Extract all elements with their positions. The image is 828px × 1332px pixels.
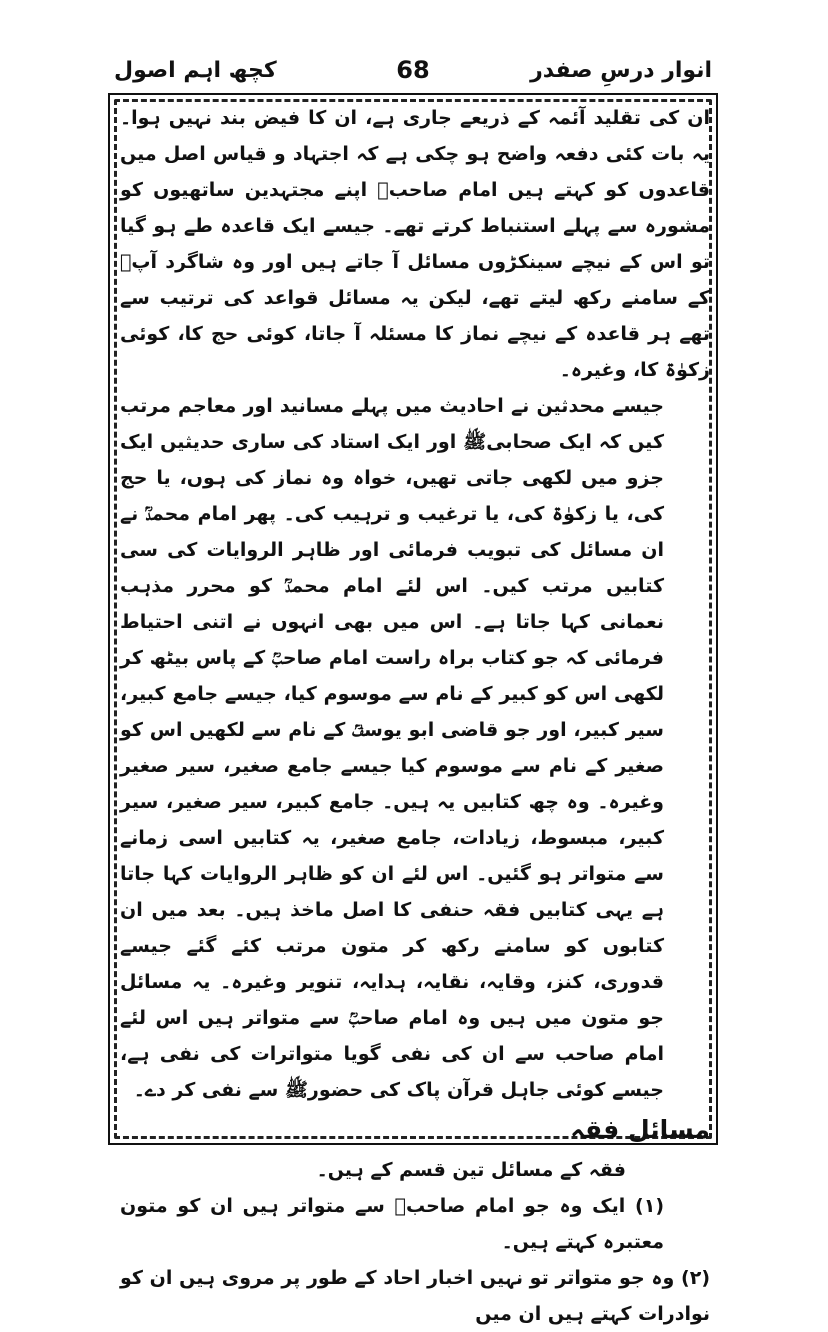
section-intro: فقہ کے مسائل تین قسم کے ہیں۔ xyxy=(316,1159,626,1181)
book-title: انوار درسِ صفدر xyxy=(530,58,712,83)
running-header xyxy=(108,56,718,90)
paragraph-2: جیسے محدثین نے احادیث میں پہلے مسانید اور معاجم مرتب کیں کہ ایک صحابیﷺ اور ایک استاد کی ساری حدیثیں ایک جزو میں لکھی جاتی تھیں، خواہ وہ نماز کی ہوں، یا حج کی، یا زکوٰۃ کی، یا ترغیب و ترہیب کی۔ پھر امام محمدؒ نے ان مسائل کی تبویب فرمائی اور ظاہر الروایات کی سی کتابیں مرتب کیں۔ اس لئے امام محمدؒ کو محرر مذہب نعمانی کہا جاتا ہے۔ اس میں بھی انہوں نے اتنی احتیاط فرمائی کہ جو کتاب براہ راست امام صاحبؒ کے پاس بیٹھ کر لکھی اس کو کبیر کے نام سے موسوم کیا، جیسے جامع کبیر، سیر کبیر، اور جو قاضی ابو یوسفؒ کے نام سے لکھیں اس کو صغیر کے نام سے موسوم کیا جیسے جامع صغیر، سیر صغیر وغیرہ۔ وہ چھ کتابیں یہ ہیں۔ جامع کبیر، سیر صغیر، سیر کبیر، مبسوط، زیادات، جامع صغیر، یہ کتابیں اسی زمانے سے متواتر ہو گئیں۔ اس لئے ان کو ظاہر الروایات کہا جاتا ہے یہی کتابیں فقہ حنفی کا اصل ماخذ ہیں۔ بعد میں ان کتابوں کو سامنے رکھ کر متون مرتب کئے گئے جیسے قدوری، کنز، وقایہ، نقایہ، ہدایہ، تنویر وغیرہ۔ یہ مسائل جو متون میں ہیں وہ امام صاحبؒ سے متواتر ہیں اس لئے امام صاحب سے ان کی نفی گویا متواترات کی نفی ہے، جیسے کوئی جاہل قرآن پاک کی حضورﷺ سے نفی کر دے۔ xyxy=(120,395,664,1101)
list-item-1: (۱) ایک وہ جو امام صاحبؒ سے متواتر ہیں ان کو متون معتبرہ کہتے ہیں۔ xyxy=(120,1195,664,1253)
section-heading: مسائل فقہ xyxy=(570,1115,710,1144)
paragraph-1: ان کی تقلید آئمہ کے ذریعے جاری ہے، ان کا فیض بند نہیں ہوا۔ یہ بات کئی دفعہ واضح ہو چکی ہے کہ اجتہاد و قیاس اصل میں قاعدوں کو کہتے ہیں امام صاحبؒ اپنے مجتہدین ساتھیوں کو مشورہ سے پہلے استنباط کرتے تھے۔ جیسے ایک قاعدہ طے ہو گیا تو اس کے نیچے سینکڑوں مسائل آ جاتے ہیں اور وہ شاگرد آپؒ کے سامنے رکھ لیتے تھے، لیکن یہ مسائل قواعد کی ترتیب سے تھے ہر قاعدہ کے نیچے نماز کا مسئلہ آ جاتا، کوئی حج کا، کوئی زکوٰۃ کا، وغیرہ۔ xyxy=(120,107,710,381)
page-number: 68 xyxy=(396,56,430,84)
chapter-title: کچھ اہم اصول xyxy=(114,58,277,83)
page-body xyxy=(120,100,710,1332)
list-item-2: (۲) وہ جو متواتر تو نہیں اخبار احاد کے طور پر مروی ہیں ان کو نوادرات کہتے ہیں ان میں xyxy=(120,1267,710,1325)
